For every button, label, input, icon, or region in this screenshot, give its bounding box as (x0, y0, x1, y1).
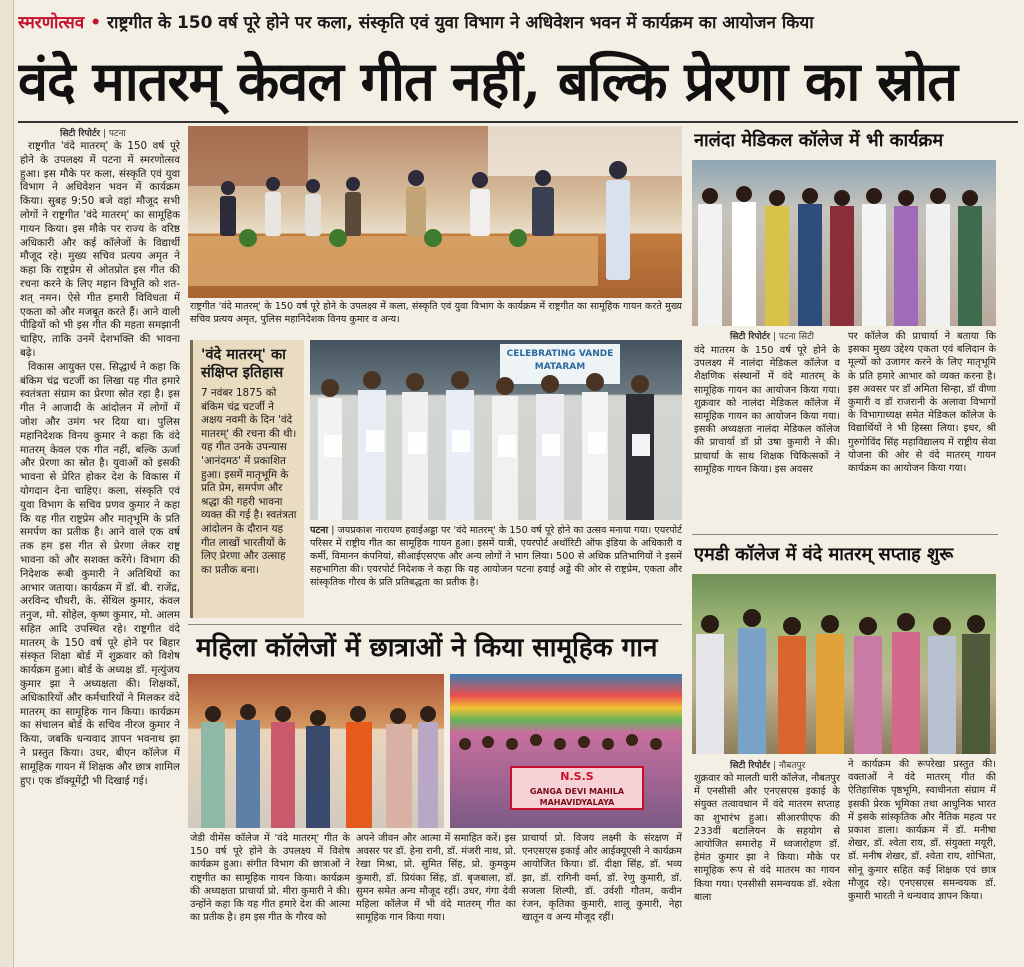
airport-caption-text: जयप्रकाश नारायण हवाईअड्डा पर 'वंदे मातरम्' के 150 वर्ष पूरे होने का उत्सव मनाया गया। एयरपोर्ट परिसर में राष्ट्रीय गीत का सामूहिक गायन हुआ। इसमें यात्री, एयरपोर्ट अथॉरिटी ऑफ इंडिया के अधिकारी व कर्मी, विमानन कंपनियां, सीआईएसएफ और अन्य लोगों ने भाग लिया। 500 से अधिक प्रतिभागियों ने इसमें सहभागिता की। एयरपोर्ट निदेशक ने कहा कि यह आयोजन पटना हवाई अड्डे की ओर से राष्ट्रप्रेम, एकता और सांस्कृतिक गौरव के प्रति प्रतिबद्धता का प्रतीक है। (310, 525, 682, 588)
history-sidebar (190, 340, 304, 618)
md-byline-place: नौबतपुर (778, 761, 806, 771)
history-text: 7 नवंबर 1875 को बंकिम चंद्र चटर्जी ने अक्षय नवमी के दिन 'वंदे मातरम्' की रचना की थी। यह गीत उनके उपन्यास 'आनंदमठ' में प्रकाशित हुआ। इसमें मातृभूमि के प्रति प्रेम, समर्पण और श्रद्धा की गहरी भावना व्यक्त की गई है। स्वतंत्रता आंदोलन के दौरान यह गीत लाखों भारतीयों के लिए प्रेरणा और उत्साह का प्रतीक बना। (201, 387, 297, 576)
main-story-column (20, 140, 180, 958)
ganga-devi-photo (450, 674, 682, 828)
nalanda-byline: सिटी रिपोर्टर | पटना सिटी (730, 332, 814, 342)
nss-banner-title: N.S.S (560, 770, 594, 783)
main-byline: सिटी रिपोर्टर | पटना (60, 129, 126, 139)
md-byline-name: सिटी रिपोर्टर (730, 761, 771, 771)
section-label: स्मरणोत्सव (18, 13, 85, 33)
nalanda-photo (692, 160, 996, 326)
byline-name: सिटी रिपोर्टर (60, 129, 101, 139)
md-col-1: शुक्रवार को मालती धारी कॉलेज, नौबतपुर में एनसीसी और एनएसएस इकाई के संयुक्त तत्वावधान में वंदे मातरम सप्ताह का शुभारंभ हुआ। सीआरपीएफ की 233वीं बटालियन के सहयोग से आयोजित समारोह में ध्वजारोहण डॉ. हेमंत कुमार झा ने किया। मौके पर सामूहिक रूप से वंदे मातरम का गायन किया गया। एनसीसी समन्वयक डॉ. श्वेता बाला (694, 773, 840, 903)
kicker-bullet: • (90, 13, 102, 33)
stage-photo (188, 126, 682, 298)
kicker-text: राष्ट्रगीत के 150 वर्ष पूरे होने पर कला, संस्कृति एवं युवा विभाग ने अधिवेशन भवन में कार्यक्रम का आयोजन किया (107, 13, 814, 33)
nalanda-byline-name: सिटी रिपोर्टर (730, 332, 771, 342)
page-edge-strip (0, 0, 14, 967)
airport-photo (310, 340, 682, 520)
women-col-1: जेडी वीमेंस कॉलेज में 'वंदे मातरम्' गीत के 150 वर्ष पूरे होने के उपलक्ष्य में विशेष कार्यक्रम हुआ। संगीत विभाग की छात्राओं ने राष्ट्रगीत का सामूहिक गायन किया। कार्यक्रम की अध्यक्षता प्राचार्या प्रो. मीरा कुमारी ने की। उन्होंने कहा कि यह गीत हमारे देश की आत्मा का प्रतीक है। हम इस गीत के गौरव को (190, 833, 350, 924)
nalanda-figures (692, 160, 996, 326)
women-colleges-headline: महिला कॉलेजों में छात्राओं ने किया सामूहिक गान (196, 633, 658, 663)
stage-photo-caption: राष्ट्रगीत 'वंदे मातरम्' के 150 वर्ष पूरे होने के उपलक्ष्य में कला, संस्कृति एवं युवा विभाग के कार्यक्रम में राष्ट्रगीत का सामूहिक गायन करते मुख्य सचिव प्रत्यय अमृत, पुलिस महानिदेशक विनय कुमार व अन्य। (190, 301, 682, 325)
airport-caption: पटना | जयप्रकाश नारायण हवाईअड्डा पर 'वंदे मातरम्' के 150 वर्ष पूरे होने का उत्सव मनाया गया। एयरपोर्ट परिसर में राष्ट्रीय गीत का सामूहिक गायन हुआ। इसमें यात्री, एयरपोर्ट अथॉरिटी ऑफ इंडिया के अधिकारी व कर्मी, विमानन कंपनियां, सीआईएसएफ और अन्य लोगों ने भाग लिया। 500 से अधिक प्रतिभागियों ने इसमें सहभागिता की। एयरपोर्ट निदेशक ने कहा कि यह आयोजन पटना हवाई अड्डे की ओर से राष्ट्रप्रेम, एकता और सांस्कृतिक गौरव के प्रति प्रतिबद्धता का प्रतीक है। (310, 525, 682, 588)
nalanda-headline: नालंदा मेडिकल कॉलेज में भी कार्यक्रम (694, 130, 944, 151)
history-title: 'वंदे मातरम्' का संक्षिप्त इतिहास (201, 347, 286, 381)
women-col-3: प्राचार्या प्रो. विजय लक्ष्मी के संरक्षण में एनएसएस इकाई और आईक्यूएसी ने कार्यक्रम आयोजित किया। डॉ. दीक्षा सिंह, डॉ. भव्य झा, डॉ. रागिनी वर्मा, डॉ. रेणु कुमारी, डॉ. सजला शिल्पी, डॉ. उर्वशी गौतम, कवीन रंजन, कृतिका कुमारी, शालू कुमारी, नेहा खातून व अन्य मौजूद रहीं। (522, 833, 682, 924)
byline-place: पटना (108, 129, 126, 139)
stage-photo-figures (188, 126, 682, 298)
main-headline: वंदे मातरम् केवल गीत नहीं, बल्कि प्रेरणा का स्रोत (18, 49, 957, 113)
md-college-headline: एमडी कॉलेज में वंदे मातरम् सप्ताह शुरू (694, 544, 954, 565)
airport-caption-place: पटना (310, 525, 329, 536)
headline-rule (18, 121, 1018, 123)
md-college-photo (692, 574, 996, 754)
md-rule (692, 534, 998, 535)
md-byline: सिटी रिपोर्टर | नौबतपुर (730, 761, 806, 771)
nalanda-byline-place: पटना सिटी (778, 332, 814, 342)
kicker-line (18, 4, 1018, 42)
jd-womens-photo (188, 674, 444, 828)
md-college-figures (692, 574, 996, 754)
main-story-para-2: विकास आयुक्त एस. सिद्धार्थ ने कहा कि बंकिम चंद्र चटर्जी का लिखा यह गीत हमारे स्वतंत्रता संग्राम का प्रेरणा स्रोत रहा है। इस गीत ने आजादी के आंदोलन में लोगों में जोश और उमंग भर दिया था। पुलिस महानिदेशक विनय कुमार ने कहा कि वंदे मातरम् केवल एक गीत नहीं, बल्कि ऊर्जा और प्रेरणा का स्रोत है। युवाओं को इसकी भावना से प्रेरित होकर देश के विकास में योगदान देना चाहिए। कला, संस्कृति एवं युवा विभाग के सचिव प्रणव कुमार ने कहा कि यह गीत राष्ट्रप्रेम और मातृभूमि के प्रति समर्पण का प्रतीक है। आने वाले एक वर्ष तक हम इस गीत से प्रेरणा लेकर राष्ट्र भावना को और सशक्त करेंगे। विभाग की निदेशक रूबी कुमारी ने अतिथियों का आभार जताया। कार्यक्रम में डॉ. बी. राजेंद्र, अरविन्द चौधरी, के. सेंथिल कुमार, कंवल तनुज, मो. सोहेल, कृष्ण कुमार, मो. आलम सहित आदि उपस्थित रहे। राष्ट्रगीत वंदे मातरम् के 150 वर्ष पूरे होने पर बिहार संस्कृत शिक्षा बोर्ड में शुक्रवार को विशेष कार्यक्रम हुआ। बोर्ड के अध्यक्ष डॉ. मृत्युंजय कुमार झा ने अध्यक्षता की। शिक्षकों, अधिकारियों और कर्मचारियों ने मिलकर वंदे मातरम् का सामूहिक गान किया। कार्यक्रम का संचालन बोर्ड के सचिव नीरज कुमार ने किया, जबकि धन्यवाद ज्ञापन भवनाथ झा ने प्रस्तुत किया। उधर, बीएन कॉलेज में सामूहिक गायन में शिक्षक और छात्र शामिल हुए। एक डॉक्यूमेंट्री भी दिखाई गई। (20, 360, 180, 787)
women-col-2: अपने जीवन और आत्मा में समाहित करें। इस अवसर पर डॉ. हेना रानी, डॉ. मंजरी नाथ, प्रो. रेखा मिश्रा, प्रो. सुमित सिंह, प्रो. कुमकुम कुमारी, डॉ. प्रियंका सिंह, डॉ. बृजबाला, डॉ. सुमन समेत अन्य मौजूद रहीं। उधर, गंगा देवी महिला कॉलेज में भी वंदे मातरम् गीत का सामूहिक गान किया गया। (356, 833, 516, 924)
nalanda-col-2: पर कॉलेज की प्राचार्या ने बताया कि इसका मुख्य उद्देश्य एकता एवं बलिदान के मूल्यों को उजागर करने के लिए मातृभूमि के प्रति हमारे आभार को व्यक्त करना है। इस अवसर पर डॉ अमिता सिन्हा, डॉ वीणा कुमारी व डॉ राजरानी के अलावा विभागों के विभागाध्यक्ष समेत मेडिकल कॉलेज के विद्यार्थियों ने भी हिस्सा लिया। इधर, श्री गुरुगोविंद सिंह महाविद्यालय में राष्ट्रीय सेवा योजना की ओर से वंदे मातरम् गायन कार्यक्रम का आयोजन किया गया। (848, 331, 996, 475)
jd-womens-figures (188, 674, 444, 828)
nss-banner-subtitle: GANGA DEVI MAHILA MAHAVIDYALAYA (529, 787, 625, 807)
main-story-para-1: राष्ट्रगीत 'वंदे मातरम्' के 150 वर्ष पूरे होने के उपलक्ष्य में पटना में स्मरणोत्सव हुआ। इस मौके पर कला, संस्कृति एवं युवा विभाग ने अधिवेशन भवन में कार्यक्रम किया। सुबह 9:50 बजे वहां मौजूद सभी लोगों ने राष्ट्रगीत 'वंदे मातरम्' का सामूहिक गायन किया। इस मौके पर राज्य के वरिष्ठ अधिकारी और कई कॉलेजों के विद्यार्थी मौजूद रहे। मुख्य सचिव प्रत्यय अमृत ने कहा कि राष्ट्रप्रेम से ओतप्रोत इस गीत की रचना करने के लिए महान विभूति को शत-शत् नमन। ऐसे गीत हमारी विविधता में एकता को और मजबूत करते हैं। आने वाली पीढ़ियों को भी इस गीत की महता समझानी चाहिए, ताकि उनमें देशभक्ति की भावना बढ़े। (20, 140, 180, 359)
md-col-2: ने कार्यक्रम की रूपरेखा प्रस्तुत की। वक्ताओं ने वंदे मातरम् गीत की ऐतिहासिक पृष्ठभूमि, स्वाधीनता संग्राम में इसकी प्रेरक भूमिका तथा आधुनिक भारत में इसके सांस्कृतिक और नैतिक महत्व पर प्रकाश डाला। कार्यक्रम में डॉ. मनीषा शेखर, डॉ. श्वेता राय, डॉ. संयुक्ता मयूरी, डॉ. मनीष शेखर, डॉ. श्वेता राय, शोभिता, सोनू कुमार सहित कई शिक्षक एवं छात्र मौजूद रहे। एनएसएस समन्वयक डॉ. कुमारी भारती ने धन्यवाद ज्ञापन किया। (848, 759, 996, 903)
airport-photo-figures (310, 340, 682, 520)
airport-banner: CELEBRATING VANDE MATARAM (500, 344, 620, 384)
nalanda-col-1: वंदे मातरम के 150 वर्ष पूरे होने के उपलक्ष्य में नालंदा मेडिकल कॉलेज व शैक्षणिक संस्थानों में वंदे मातरम् के सामूहिक गायन का आयोजन किया गया। शुक्रवार को नालंदा मेडिकल कॉलेज में सामूहिक गायन का आयोजन किया गया। इसकी अध्यक्षता नालंदा मेडिकल कॉलेज की प्राचार्या डॉ प्रो उषा कुमारी ने की। प्राचार्या के साथ शिक्षक चिकित्सकों ने सामूहिक गायन किया। इस अवसर (694, 345, 840, 475)
women-rule (188, 624, 682, 625)
nss-banner (510, 766, 644, 810)
